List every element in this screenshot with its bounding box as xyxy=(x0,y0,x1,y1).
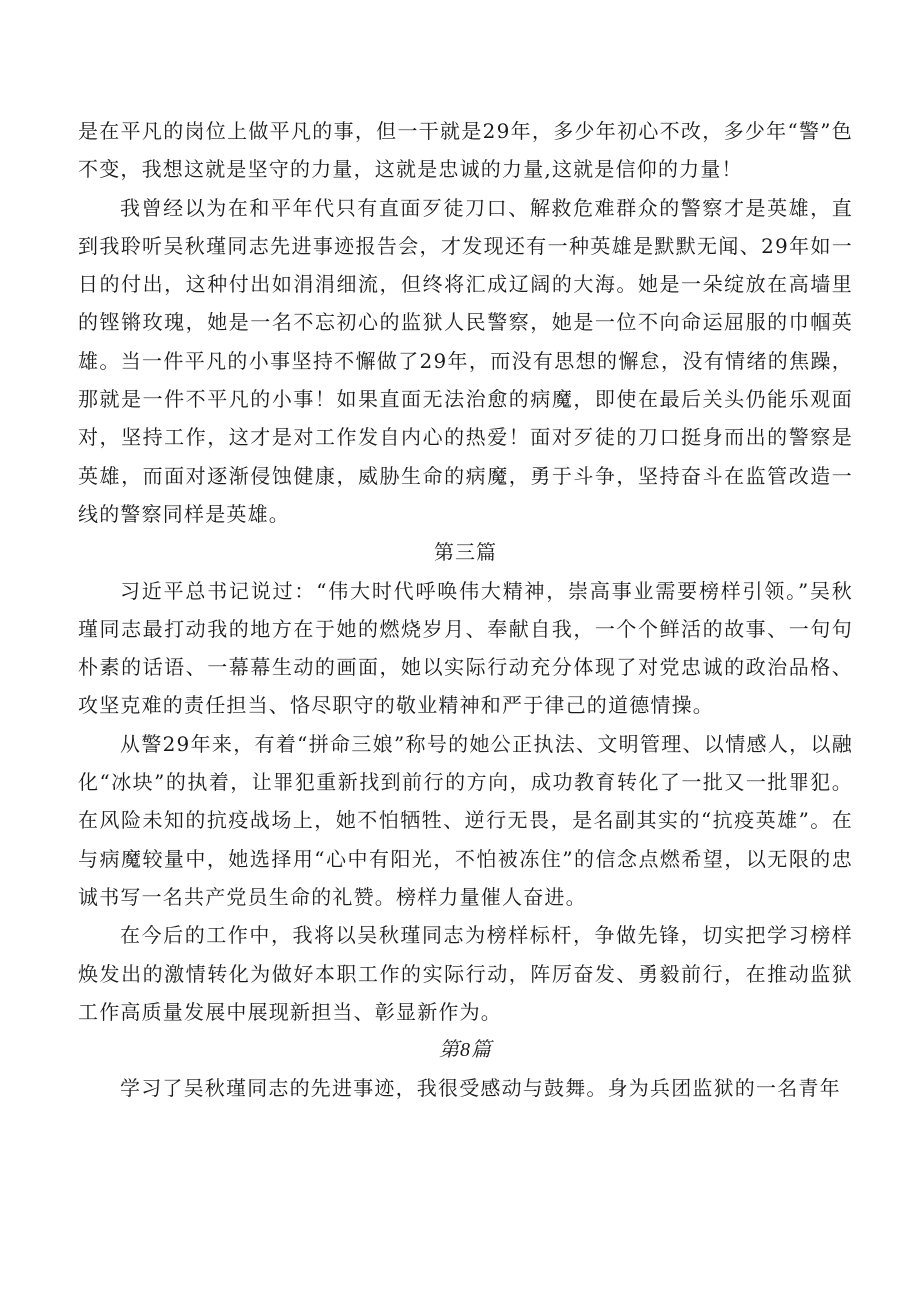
section-heading-8: 第8篇 xyxy=(439,1039,492,1062)
section-heading-3: 第三篇 xyxy=(434,540,497,565)
paragraph-section8-start: 学习了吴秋瑾同志的先进事迹，我很受感动与鼓舞。身为兵团监狱的一名青年 xyxy=(120,1076,841,1101)
paragraph-career: 从警29年来，有着“拼命三娘”称号的她公正执法、文明管理、以情感人，以融化“冰块”的执着，让罪犯重新找到前行的方向，成功教育转化了一批又一批罪犯。在风险未知的抗疫战场上，她不怕牺牲、逆行无畏，是名副其实的“抗疫英雄”。在与病魔较量中，她选择用“心中有阳光，不怕被冻住”的信念点燃希望，以无限的忠诚书写一名共产党员生命的礼赞。榜样力量催人奋进。 xyxy=(78,731,853,909)
document-page xyxy=(78,112,853,1108)
paragraph-future-work: 在今后的工作中，我将以吴秋瑾同志为榜样标杆，争做先锋，切实把学习榜样焕发出的激情转化为做好本职工作的实际行动，阵厉奋发、勇毅前行，在推动监狱工作高质量发展中展现新担当、彰显新作为。 xyxy=(78,923,853,1024)
paragraph-hero-reflection: 我曾经以为在和平年代只有直面歹徒刀口、解救危难群众的警察才是英雄，直到我聆听吴秋瑾同志先进事迹报告会，才发现还有一种英雄是默默无闻、29年如一日的付出，这种付出如涓涓细流，但终将汇成辽阔的大海。她是一朵绽放在高墙里的铿锵玫瑰，她是一名不忘初心的监狱人民警察，她是一位不向命运屈服的巾帼英雄。当一件平凡的小事坚持不懈做了29年，而没有思想的懈怠，没有情绪的焦躁，那就是一件不平凡的小事！如果直面无法治愈的病魔，即使在最后关头仍能乐观面对，坚持工作，这才是对工作发自内心的热爱！面对歹徒的刀口挺身而出的警察是英雄，而面对逐渐侵蚀健康，威胁生命的病魔，勇于斗争，坚持奋斗在监管改造一线的警察同样是英雄。 xyxy=(78,195,853,526)
paragraph-quote: 习近平总书记说过：“伟大时代呼唤伟大精神，崇高事业需要榜样引领。”吴秋瑾同志最打动我的地方在于她的燃烧岁月、奉献自我，一个个鲜活的故事、一句句朴素的话语、一幕幕生动的画面，她以实际行动充分体现了对党忠诚的政治品格、攻坚克难的责任担当、恪尽职守的敬业精神和严于律己的道德情操。 xyxy=(78,578,853,718)
paragraph-continuation: 是在平凡的岗位上做平凡的事，但一干就是29年，多少年初心不改，多少年“警”色不变，我想这就是坚守的力量，这就是忠诚的力量,这就是信仰的力量！ xyxy=(78,119,853,182)
